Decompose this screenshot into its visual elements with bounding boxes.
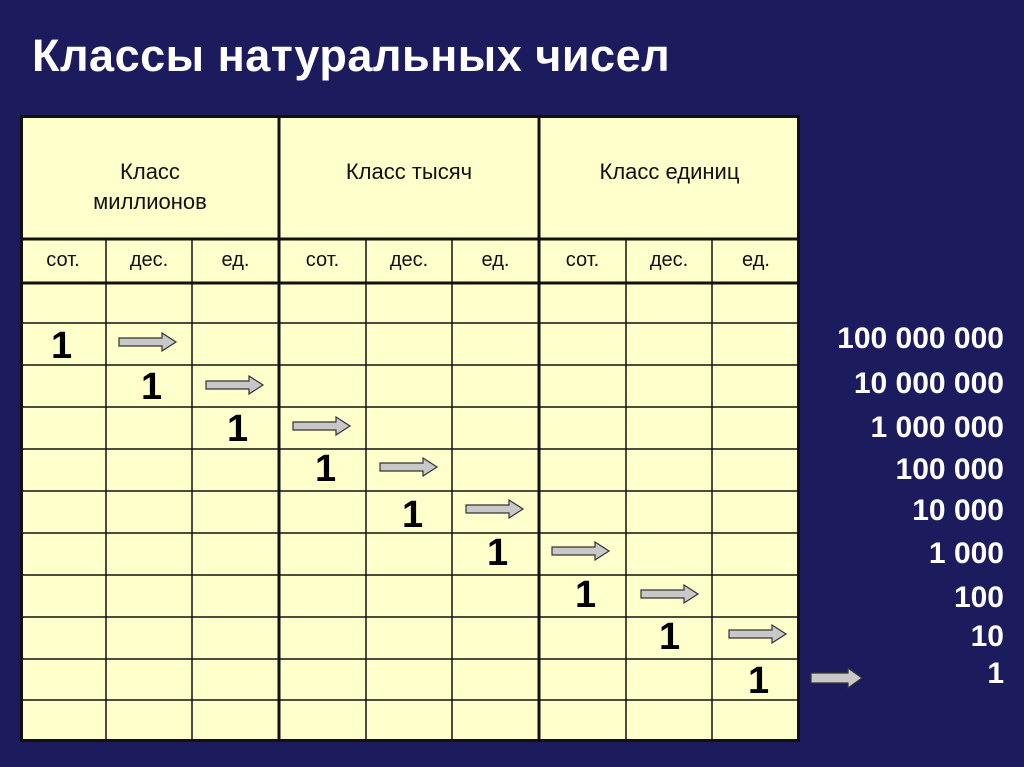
arrow-right-icon xyxy=(810,667,864,689)
place-value-label: 10 xyxy=(970,620,1004,653)
arrow-right-icon xyxy=(551,541,611,561)
slide-title: Классы натуральных чисел xyxy=(32,30,671,81)
arrow-right-icon xyxy=(640,584,700,604)
sub-header-units-millions: ед. xyxy=(221,249,250,271)
digit-one: 1 xyxy=(141,366,163,408)
sub-header-tens-millions: дес. xyxy=(129,249,169,271)
arrow-right-icon xyxy=(728,624,788,644)
sub-header-units-thousands: ед. xyxy=(481,249,510,271)
sub-header-hundreds-units: сот. xyxy=(565,249,600,271)
sub-header-tens-thousands: дес. xyxy=(389,249,429,271)
sub-header-hundreds-thousands: сот. xyxy=(305,249,340,271)
place-value-label: 100 xyxy=(953,581,1004,614)
place-value-label: 1 xyxy=(987,657,1004,690)
sub-header-hundreds-millions: сот. xyxy=(46,249,80,271)
place-value-table xyxy=(20,115,800,742)
digit-one: 1 xyxy=(487,532,509,574)
class-header-thousands: Класс тысяч xyxy=(345,159,473,184)
arrow-right-icon xyxy=(205,375,265,395)
sub-header-units-units: ед. xyxy=(742,249,770,271)
place-value-label: 100 000 000 xyxy=(837,322,1004,355)
place-value-label: 10 000 000 xyxy=(853,367,1004,400)
digit-one: 1 xyxy=(659,616,681,658)
digit-one: 1 xyxy=(51,325,73,367)
place-value-label: 10 000 xyxy=(912,494,1004,527)
arrow-right-icon xyxy=(118,332,178,352)
place-value-label: 1 000 xyxy=(928,537,1004,570)
arrow-right-icon xyxy=(292,416,352,436)
digit-one: 1 xyxy=(575,574,597,616)
arrow-right-icon xyxy=(465,499,525,519)
digit-one: 1 xyxy=(402,494,424,536)
class-header-millions: Класс миллионов xyxy=(93,159,207,214)
digit-one: 1 xyxy=(748,660,770,702)
digit-one: 1 xyxy=(227,408,249,450)
place-value-label: 1 000 000 xyxy=(870,411,1004,444)
sub-header-tens-units: дес. xyxy=(649,249,689,271)
arrow-right-icon xyxy=(379,457,439,477)
class-header-units: Класс единиц xyxy=(599,159,740,184)
digit-one: 1 xyxy=(315,448,337,490)
place-value-label: 100 000 xyxy=(895,453,1004,486)
